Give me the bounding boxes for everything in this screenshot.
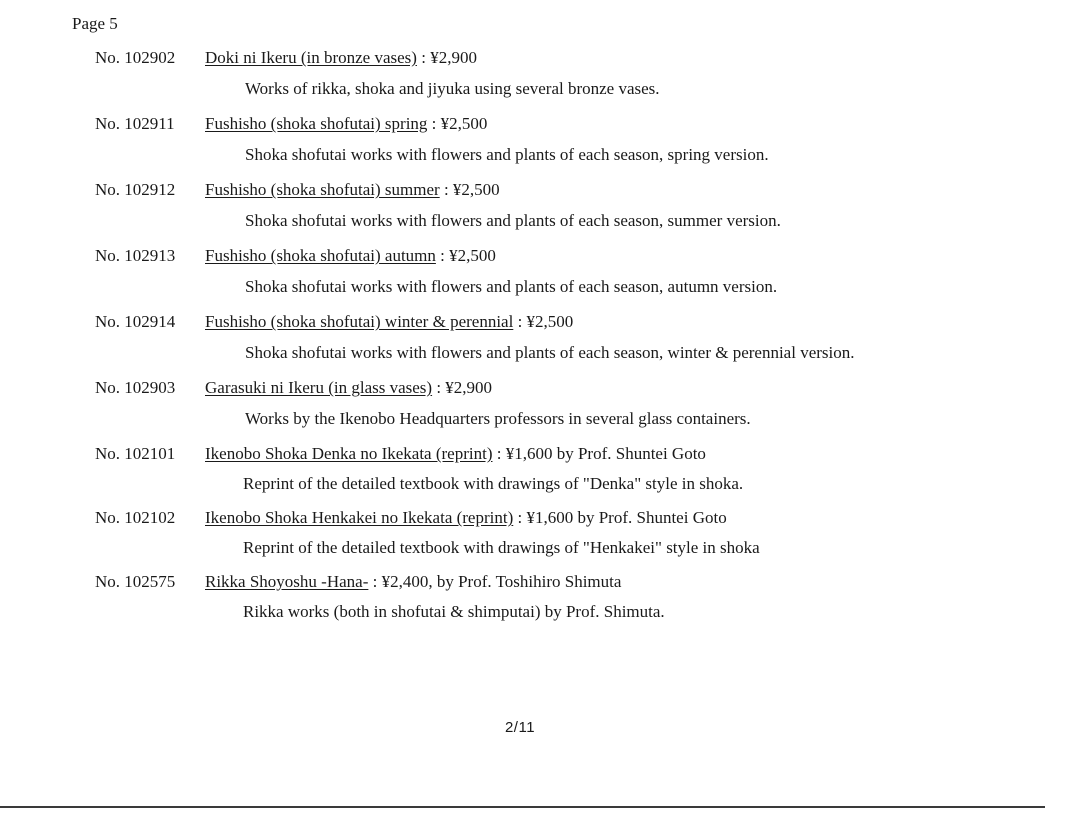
entry-title-line bbox=[205, 569, 621, 595]
catalog-number: No. 102102 bbox=[95, 508, 176, 527]
entry-title-line bbox=[205, 111, 487, 137]
entry-description: Shoka shofutai works with flowers and plants of each season, autumn version. bbox=[245, 277, 778, 296]
entry-description: Works by the Ikenobo Headquarters professors in several glass containers. bbox=[245, 409, 751, 428]
entry-description: Shoka shofutai works with flowers and plants of each season, summer version. bbox=[245, 211, 781, 230]
entry-description: Reprint of the detailed textbook with drawings of "Henkakei" style in shoka bbox=[243, 538, 760, 557]
entry-header bbox=[0, 375, 1088, 401]
entry-title-line bbox=[205, 177, 500, 203]
entry-price: : ¥1,600 by Prof. Shuntei Goto bbox=[492, 444, 706, 463]
bottom-divider bbox=[0, 806, 1045, 808]
catalog-entry bbox=[0, 243, 1088, 303]
entry-price: : ¥1,600 by Prof. Shuntei Goto bbox=[513, 508, 727, 527]
catalog-entries bbox=[0, 45, 1088, 633]
entry-description: Rikka works (both in shofutai & shimputai) by Prof. Shimuta. bbox=[243, 602, 665, 621]
entry-price: : ¥2,400, by Prof. Toshihiro Shimuta bbox=[368, 572, 622, 591]
catalog-entry bbox=[0, 569, 1088, 627]
entry-title-link[interactable]: Fushisho (shoka shofutai) summer bbox=[205, 180, 440, 199]
entry-header bbox=[0, 441, 1088, 467]
catalog-number: No. 102911 bbox=[95, 114, 175, 133]
entry-price: : ¥2,500 bbox=[427, 114, 488, 133]
page-label: Page 5 bbox=[72, 14, 118, 33]
catalog-entry bbox=[0, 375, 1088, 435]
catalog-entry bbox=[0, 505, 1088, 563]
entry-title-link[interactable]: Fushisho (shoka shofutai) winter & perennial bbox=[205, 312, 514, 331]
catalog-entry bbox=[0, 441, 1088, 499]
catalog-number: No. 102101 bbox=[95, 444, 176, 463]
entry-description: Shoka shofutai works with flowers and plants of each season, spring version. bbox=[245, 145, 769, 164]
catalog-number: No. 102903 bbox=[95, 378, 176, 397]
catalog-entry bbox=[0, 45, 1088, 105]
entry-title-link[interactable]: Ikenobo Shoka Denka no Ikekata (reprint) bbox=[205, 444, 493, 463]
entry-price: : ¥2,500 bbox=[439, 180, 500, 199]
entry-title-line bbox=[205, 309, 573, 335]
catalog-number: No. 102912 bbox=[95, 180, 176, 199]
entry-header bbox=[0, 569, 1088, 595]
catalog-number: No. 102914 bbox=[95, 312, 176, 331]
catalog-number: No. 102902 bbox=[95, 48, 176, 67]
entry-title-link[interactable]: Fushisho (shoka shofutai) spring bbox=[205, 114, 428, 133]
entry-price: : ¥2,900 bbox=[416, 48, 477, 67]
catalog-entry bbox=[0, 177, 1088, 237]
entry-description: Shoka shofutai works with flowers and plants of each season, winter & perennial version. bbox=[245, 343, 855, 362]
entry-header bbox=[0, 45, 1088, 71]
entry-price: : ¥2,500 bbox=[435, 246, 496, 265]
entry-header bbox=[0, 505, 1088, 531]
entry-title-line bbox=[205, 441, 706, 467]
entry-price: : ¥2,500 bbox=[513, 312, 574, 331]
entry-title-line bbox=[205, 505, 727, 531]
entry-description: Works of rikka, shoka and jiyuka using several bronze vases. bbox=[245, 79, 660, 98]
entry-title-line bbox=[205, 375, 492, 401]
entry-header bbox=[0, 111, 1088, 137]
entry-header bbox=[0, 177, 1088, 203]
entry-title-link[interactable]: Doki ni Ikeru (in bronze vases) bbox=[205, 48, 417, 67]
entry-description: Reprint of the detailed textbook with drawings of "Denka" style in shoka. bbox=[243, 474, 744, 493]
entry-title-link[interactable]: Ikenobo Shoka Henkakei no Ikekata (reprint) bbox=[205, 508, 514, 527]
catalog-entry bbox=[0, 111, 1088, 171]
page-number: 2/11 bbox=[504, 719, 536, 736]
entry-title-line bbox=[205, 243, 496, 269]
catalog-entry bbox=[0, 309, 1088, 369]
entry-title-link[interactable]: Rikka Shoyoshu -Hana- bbox=[205, 572, 369, 591]
entry-title-link[interactable]: Fushisho (shoka shofutai) autumn bbox=[205, 246, 436, 265]
entry-title-link[interactable]: Garasuki ni Ikeru (in glass vases) bbox=[205, 378, 433, 397]
catalog-number: No. 102913 bbox=[95, 246, 176, 265]
entry-header bbox=[0, 309, 1088, 335]
entry-price: : ¥2,900 bbox=[432, 378, 493, 397]
catalog-number: No. 102575 bbox=[95, 572, 176, 591]
entry-title-line bbox=[205, 45, 477, 71]
entry-header bbox=[0, 243, 1088, 269]
